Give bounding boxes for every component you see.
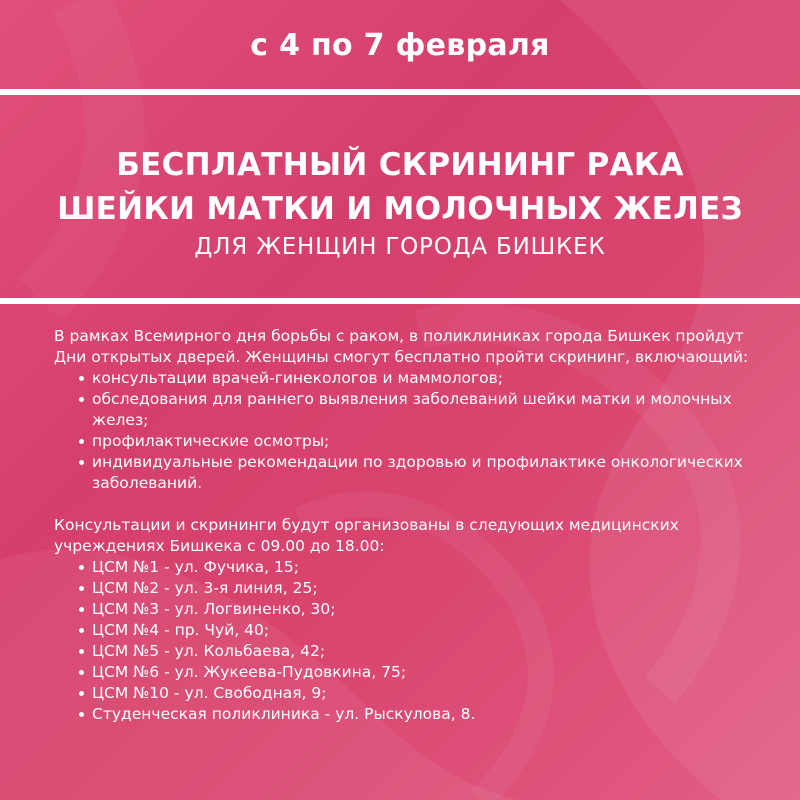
- list-item: обследования для раннего выявления заболеваний шейки матки и молочных желез;: [79, 389, 754, 431]
- event-dates: с 4 по 7 февраля: [250, 28, 550, 63]
- list-item: профилактические осмотры;: [79, 431, 754, 452]
- list-item: ЦСМ №2 - ул. 3-я линия, 25;: [79, 578, 754, 599]
- list-item: ЦСМ №3 - ул. Логвиненко, 30;: [79, 599, 754, 620]
- body-content: [54, 326, 754, 725]
- list-item: индивидуальные рекомендации по здоровью и профилактике онкологических заболеваний.: [79, 452, 754, 494]
- headline: [0, 143, 800, 263]
- headline-line-2: ШЕЙКИ МАТКИ И МОЛОЧНЫХ ЖЕЛЕЗ: [57, 191, 743, 227]
- list-item: ЦСМ №10 - ул. Свободная, 9;: [79, 683, 754, 704]
- list-item: Студенческая поликлиника - ул. Рыскулова, 8.: [79, 704, 754, 725]
- headline-subtitle: ДЛЯ ЖЕНЩИН ГОРОДА БИШКЕК: [194, 234, 606, 260]
- list-item: ЦСМ №6 - ул. Жукеева-Пудовкина, 75;: [79, 662, 754, 683]
- bottom-divider: [0, 298, 800, 304]
- list-item: консультации врачей-гинекологов и маммологов;: [79, 368, 754, 389]
- spacer: [54, 494, 754, 515]
- top-divider: [0, 89, 800, 95]
- headline-line-1: БЕСПЛАТНЫЙ СКРИНИНГ РАКА: [116, 147, 684, 183]
- locations-list: [54, 557, 754, 725]
- services-list: [54, 368, 754, 494]
- list-item: ЦСМ №1 - ул. Фучика, 15;: [79, 557, 754, 578]
- locations-paragraph: Консультации и скрининги будут организованы в следующих медицинских учреждениях Бишкека с 09.00 до 18.00:: [54, 516, 679, 555]
- list-item: ЦСМ №4 - пр. Чуй, 40;: [79, 620, 754, 641]
- list-item: ЦСМ №5 - ул. Кольбаева, 42;: [79, 641, 754, 662]
- intro-paragraph: В рамках Всемирного дня борьбы с раком, в поликлиниках города Бишкек пройдут Дни открытых дверей. Женщины смогут бесплатно пройти скрининг, включающий:: [54, 327, 749, 366]
